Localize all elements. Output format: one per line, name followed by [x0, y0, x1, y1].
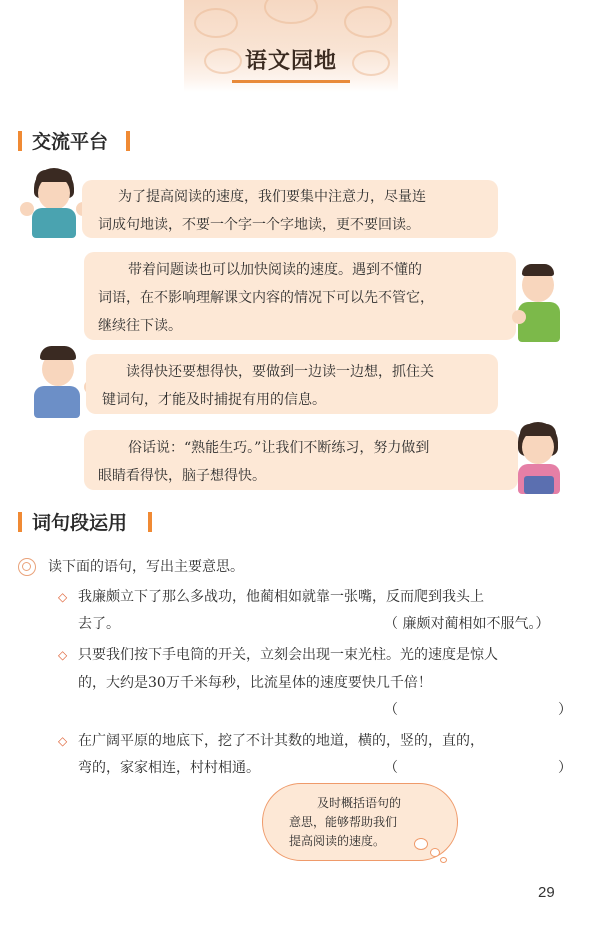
- tip-line: 意思，能够帮助我们: [289, 815, 398, 829]
- exercise-item-1-answer: （ 廉颇对蔺相如不服气。）: [384, 616, 550, 632]
- thought-dot: [414, 838, 428, 850]
- answer-blank-close-2: ）: [558, 702, 572, 718]
- title-underline: [232, 80, 350, 83]
- exercise-item-1-line-1: 我廉颇立下了那么多战功，他蔺相如就靠一张嘴，反而爬到我头上: [78, 589, 484, 605]
- exercise-item-3-line-1: 在广阔平原的地底下，挖了不计其数的地道，横的，竖的，直的，: [78, 733, 484, 749]
- tip-line: 及时概括语句的: [317, 796, 402, 810]
- dialogue-line: 词成句地读，不要一个字一个字地读，更不要回读。: [98, 217, 420, 233]
- dialogue-line: 眼睛看得快，脑子想得快。: [98, 468, 266, 484]
- exercise-item-3-line-2: 弯的，家家相连，村村相通。: [78, 760, 260, 776]
- dialogue-box-1: [82, 180, 498, 238]
- diamond-bullet-icon: ◇: [58, 734, 68, 748]
- dialogue-box-3: [86, 354, 498, 414]
- exercise-item-2-line-2: 的，大约是30万千米每秒，比流星体的速度要快几千倍！: [78, 675, 432, 691]
- dialogue-line: 词语，在不影响理解课文内容的情况下可以先不管它，: [98, 290, 434, 306]
- page-title: 语文园地: [244, 48, 337, 74]
- dialogue-line: 继续往下读。: [98, 318, 182, 334]
- boy-illustration-1: [510, 262, 570, 344]
- exercise-item-1-line-2: 去了。: [78, 616, 120, 632]
- exercise-instruction: 读下面的语句，写出主要意思。: [48, 559, 244, 575]
- answer-blank-open-3[interactable]: （: [384, 760, 398, 776]
- exercise-marker-icon: [18, 558, 36, 576]
- dialogue-line: 读得快还要想得快，要做到一边读一边想，抓住关: [126, 364, 434, 380]
- section-title-words: 词句段运用: [32, 512, 128, 534]
- thought-dot: [440, 857, 447, 863]
- girl-illustration-1: [20, 166, 90, 238]
- diamond-bullet-icon: ◇: [58, 648, 68, 662]
- dialogue-line: 俗话说：“熟能生巧。”让我们不断练习，努力做到: [128, 440, 430, 456]
- answer-blank-open-2[interactable]: （: [384, 702, 398, 718]
- girl-illustration-2: [508, 422, 570, 494]
- section-header-words: [18, 508, 168, 536]
- tip-thought-bubble: [262, 783, 458, 861]
- section-header-exchange: [18, 127, 138, 155]
- dialogue-box-2: [84, 252, 516, 340]
- page-number: 29: [538, 884, 555, 901]
- exercise-item-2-line-1: 只要我们按下手电筒的开关，立刻会出现一束光柱。光的速度是惊人: [78, 647, 498, 663]
- tip-line: 提高阅读的速度。: [289, 834, 386, 848]
- dialogue-line: 为了提高阅读的速度，我们要集中注意力，尽量连: [118, 189, 426, 205]
- dialogue-box-4: [84, 430, 518, 490]
- thought-dot: [430, 848, 440, 857]
- dialogue-line: 带着问题读也可以加快阅读的速度。遇到不懂的: [128, 262, 422, 278]
- section-title-exchange: 交流平台: [32, 131, 109, 153]
- answer-blank-close-3: ）: [558, 760, 572, 776]
- diamond-bullet-icon: ◇: [58, 590, 68, 604]
- dialogue-line: 键词句，才能及时捕捉有用的信息。: [102, 392, 326, 408]
